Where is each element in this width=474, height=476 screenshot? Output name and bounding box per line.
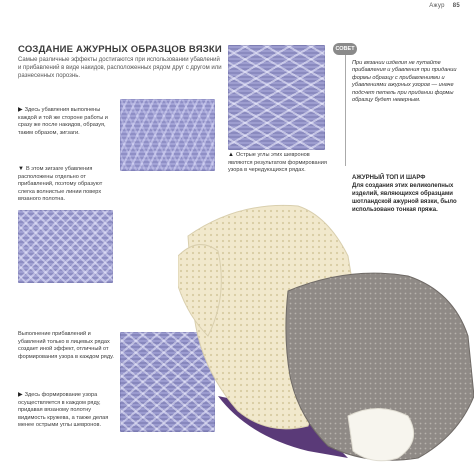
arrow-right-icon: ▶ xyxy=(18,392,23,398)
arrow-down-icon: ▼ xyxy=(18,166,24,172)
photo-caption-text: Для создания этих великолепных изделий, являющихся образцами шотландской ажурной вязки, было использовано тонкая пряжа. xyxy=(352,183,457,213)
paragraph-4-text: Здесь формирование узора осуществляется в каждом ряду, придавая вязаному полотну видимость кружева, а также делая менее острыми углы шевронов. xyxy=(18,392,109,429)
knit-swatch-wavy xyxy=(18,210,113,283)
running-head xyxy=(429,3,460,9)
arrow-up-icon: ▲ xyxy=(228,152,234,158)
tip-text: При вязании изделия не путайте прибавления и убавления при придании формы образцу с прибавлениями и убавлениями ажурных узоров — иначе подсчет петель при придании формы образцу будет неверным. xyxy=(352,60,457,104)
paragraph-1-text: Здесь убавления выполнены каждой и той же стороне работы и сразу же после накидов, образуя, таким образом, зигзаги. xyxy=(18,107,108,136)
intro-text: Самые различные эффекты достигаются при использовании убавлений и прибавлений в виде накидов, расположенных рядом друг с другом или разнесенных порознь. xyxy=(18,57,222,80)
page-title: СОЗДАНИЕ АЖУРНЫХ ОБРАЗЦОВ ВЯЗКИ xyxy=(18,44,222,55)
running-head-section: Ажур xyxy=(429,3,445,9)
arrow-right-icon: ▶ xyxy=(18,107,23,113)
knit-swatch-chevron xyxy=(228,45,325,150)
swatch-caption xyxy=(228,152,333,175)
paragraph-1 xyxy=(18,107,116,137)
lace-top-scarf-photo xyxy=(178,196,474,476)
paragraph-3: Выполнение прибавлений и убавлений только в лицевых рядах создает иной эффект, отличный от формирования узора в каждом ряду. xyxy=(18,331,114,360)
swatch-caption-text: Острые углы этих шевронов являются результатом формирования узора в чередующихся рядах. xyxy=(228,152,327,174)
paragraph-2-text: В этом зигзаге убавления расположены отдельно от прибавлений, поэтому образуют слегка волнистые линии поверх вязаного полотна. xyxy=(18,166,103,203)
page-number: 85 xyxy=(452,3,460,9)
paragraph-2 xyxy=(18,166,116,204)
white-lace-collar xyxy=(348,409,414,461)
paragraph-4 xyxy=(18,392,116,430)
tip-badge: СОВЕТ xyxy=(333,43,357,55)
photo-caption-title: АЖУРНЫЙ ТОП И ШАРФ xyxy=(352,175,426,181)
knit-swatch-zigzag xyxy=(120,99,215,171)
